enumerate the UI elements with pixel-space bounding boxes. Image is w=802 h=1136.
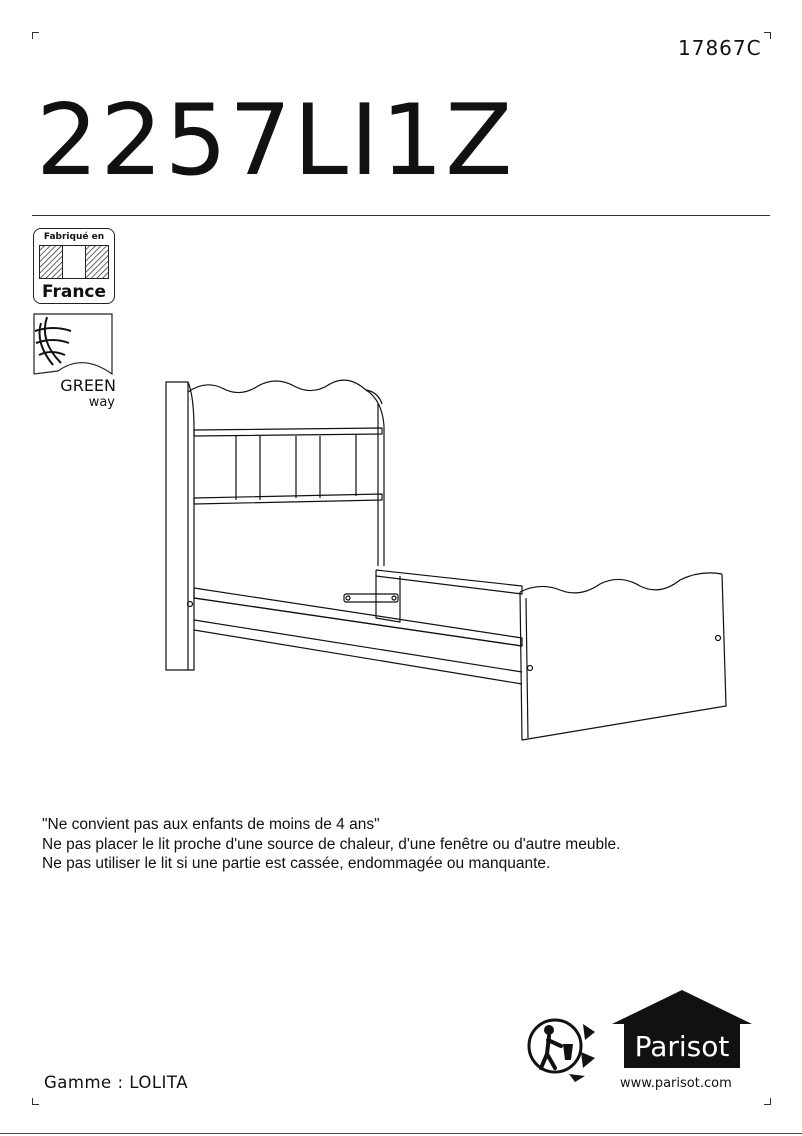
crop-mark-top-left xyxy=(32,32,39,39)
header-divider xyxy=(32,215,770,216)
green-way-label: GREEN xyxy=(60,376,116,395)
recycle-bin-icon xyxy=(525,1010,599,1082)
crop-mark-bottom-right xyxy=(764,1098,771,1105)
crop-mark-top-right xyxy=(764,32,771,39)
product-range-label: Gamme : LOLITA xyxy=(44,1073,188,1092)
green-way-sublabel: way xyxy=(88,395,115,410)
made-in-france-badge xyxy=(33,228,115,304)
bed-icon xyxy=(150,370,740,750)
model-number: 2257LI1Z xyxy=(36,84,515,198)
footer-divider xyxy=(0,1133,802,1134)
french-flag-icon xyxy=(39,245,109,279)
warning-line-1: "Ne convient pas aux enfants de moins de 4 ans" xyxy=(42,816,380,833)
globe-icon xyxy=(33,313,113,375)
badge-bottom-label: France xyxy=(41,282,107,302)
website-url[interactable]: www.parisot.com xyxy=(620,1076,732,1091)
warning-line-3: Ne pas utiliser le lit si une partie est cassée, endommagée ou manquante. xyxy=(42,855,551,872)
parisot-logo xyxy=(612,990,752,1074)
document-code: 17867C xyxy=(678,36,762,60)
warning-line-2: Ne pas placer le lit proche d'une source de chaleur, d'une fenêtre ou d'autre meuble. xyxy=(42,836,621,853)
badge-top-label: Fabriqué en xyxy=(43,232,105,242)
brand-name: Parisot xyxy=(634,1030,730,1063)
crop-mark-bottom-left xyxy=(32,1098,39,1105)
